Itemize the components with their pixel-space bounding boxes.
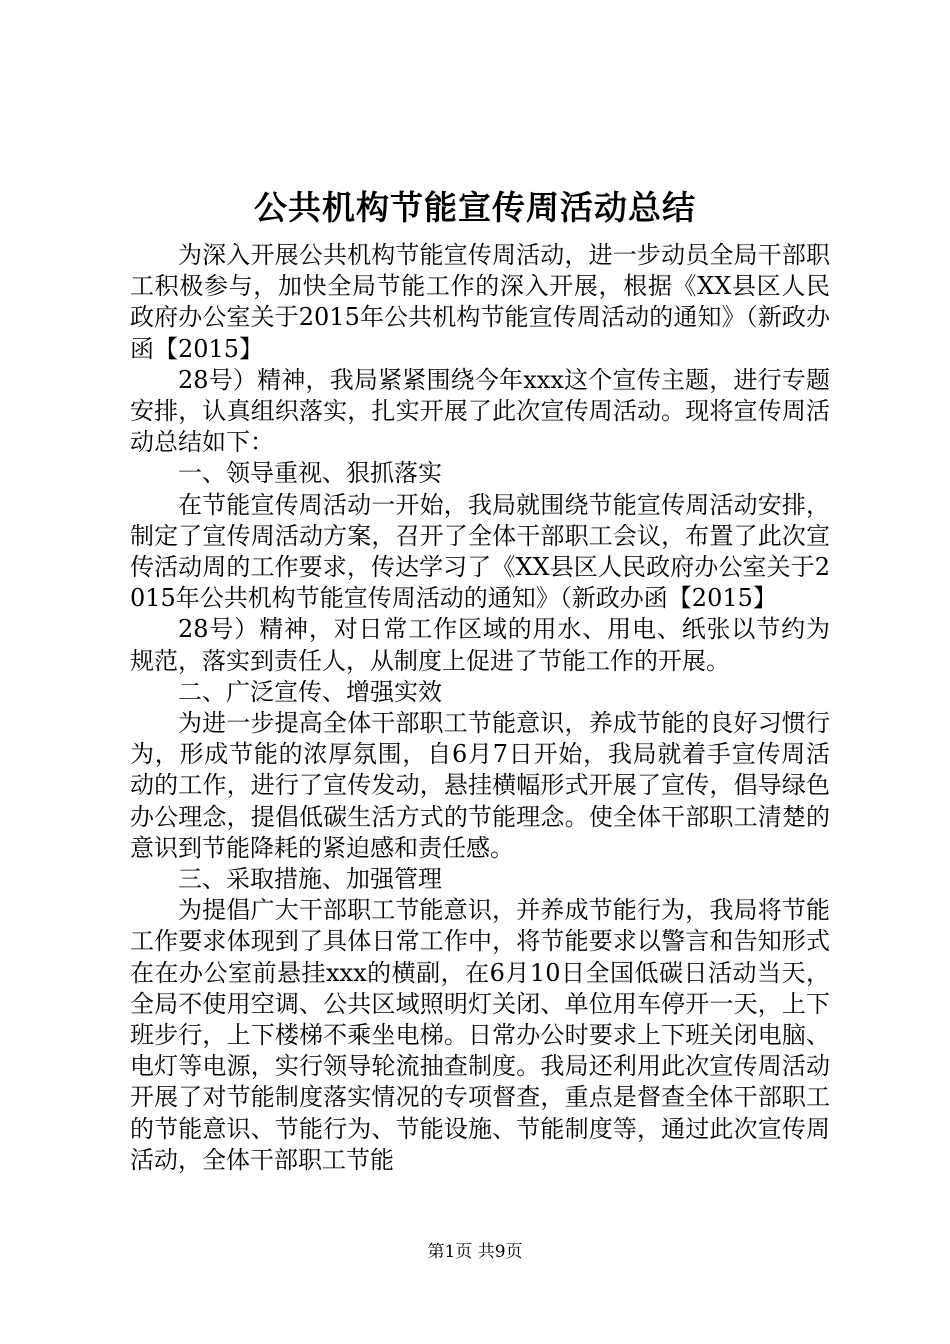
paragraph-section-1: 在节能宣传周活动一开始，我局就围绕节能宣传周活动安排，制定了宣传周活动方案，召开了全体干部职工会议，布置了此次宣传活动周的工作要求，传达学习了《XX县区人民政府办公室关于2015年公共机构节能宣传周活动的通知》（新政办函【2015】	[130, 490, 830, 613]
document-title: 公共机构节能宣传周活动总结	[254, 188, 696, 227]
section-heading-1: 一、领导重视、狠抓落实	[178, 459, 442, 488]
paragraph-intro: 为深入开展公共机构节能宣传周活动，进一步动员全局干部职工积极参与，加快全局节能工作的深入开展，根据《XX县区人民政府办公室关于2015年公共机构节能宣传周活动的通知》（新政办函【2015】	[130, 241, 830, 363]
paragraph-section-2: 为进一步提高全体干部职工节能意识，养成节能的良好习惯行为，形成节能的浓厚氛围，自6月7日开始，我局就着手宣传周活动的工作，进行了宣传发动，悬挂横幅形式开展了宣传，倡导绿色办公理念，提倡低碳生活方式的节能理念。使全体干部职工清楚的意识到节能降耗的紧迫感和责任感。	[130, 709, 830, 862]
paragraph-section-3: 为提倡广大干部职工节能意识，并养成节能行为，我局将节能工作要求体现到了具体日常工作中，将节能要求以警言和告知形式在在办公室前悬挂xxx的横副，在6月10日全国低碳日活动当天，全局不使用空调、公共区域照明灯关闭、单位用车停开一天，上下班步行，上下楼梯不乘坐电梯。日常办公时要求上下班关闭电脑、电灯等电源，实行领导轮流抽查制度。我局还利用此次宣传周活动开展了对节能制度落实情况的专项督查，重点是督查全体干部职工的节能意识、节能行为、节能设施、节能制度等，通过此次宣传周活动，全体干部职工节能	[130, 896, 830, 1174]
page-number-footer: 第1页 共9页	[427, 1242, 523, 1262]
paragraph-intro-continued: 28号）精神，我局紧紧围绕今年xxx这个宣传主题，进行专题安排，认真组织落实，扎实开展了此次宣传周活动。现将宣传周活动总结如下：	[130, 365, 830, 457]
paragraph-section-1-continued: 28号）精神，对日常工作区域的用水、用电、纸张以节约为规范，落实到责任人，从制度上促进了节能工作的开展。	[130, 615, 830, 675]
section-heading-2: 二、广泛宣传、增强实效	[178, 677, 442, 706]
section-heading-3: 三、采取措施、加强管理	[178, 865, 442, 894]
document-body	[130, 240, 830, 1176]
